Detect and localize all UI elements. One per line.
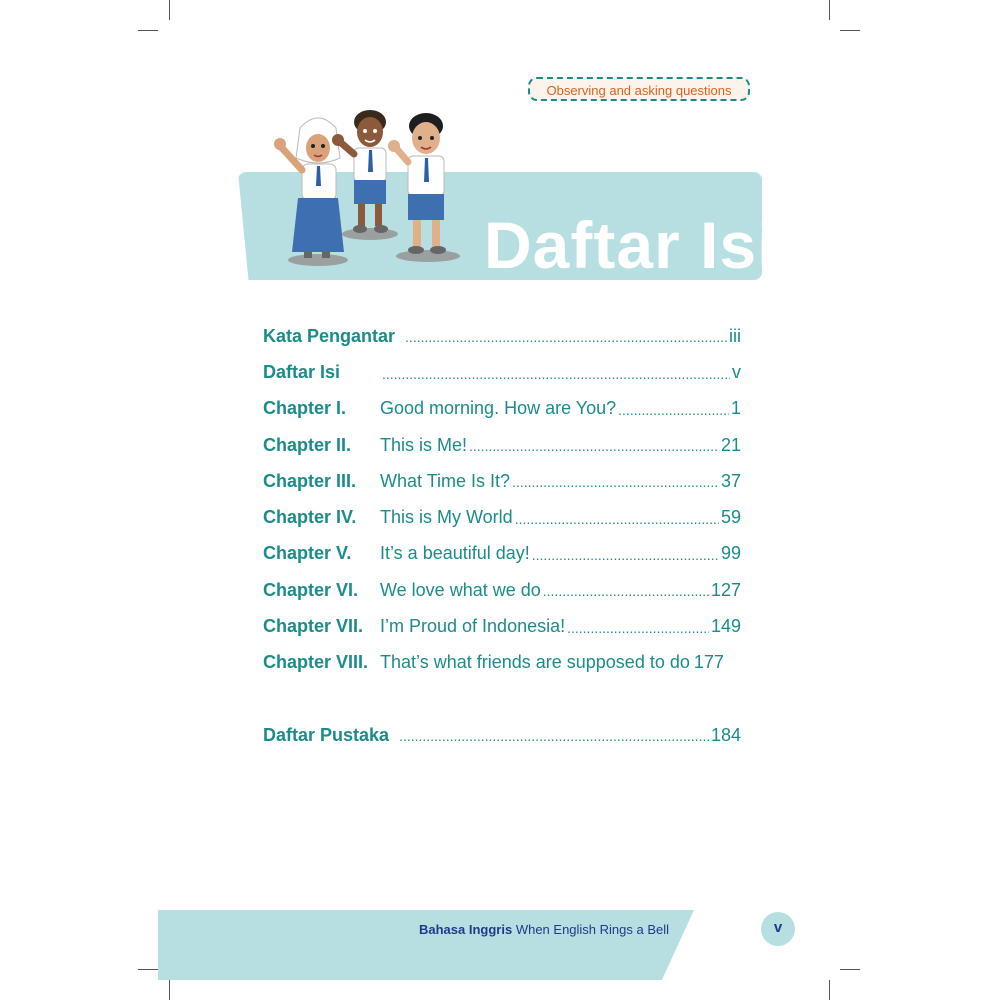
toc-entry[interactable]: [263, 318, 741, 354]
toc-entry[interactable]: [263, 717, 741, 753]
toc-page: v: [732, 361, 741, 382]
toc-page: 177: [693, 652, 724, 673]
toc-leader: [405, 328, 727, 354]
footer-book-title: [419, 922, 669, 937]
toc-page: 21: [720, 434, 741, 455]
toc-label: Chapter I.: [263, 398, 347, 419]
toc-page: 37: [720, 470, 741, 491]
toc-page: 1: [730, 398, 741, 419]
toc-entry[interactable]: [263, 572, 741, 608]
toc-label: Chapter VIII.: [263, 652, 369, 673]
toc-leader: [515, 510, 719, 536]
toc-entry[interactable]: [263, 499, 741, 535]
footer-title: When English Rings a Bell: [515, 922, 670, 937]
toc-entry[interactable]: [263, 391, 741, 427]
toc-label: Chapter VII.: [263, 616, 364, 637]
crop-mark: [138, 969, 158, 970]
crop-mark: [829, 0, 830, 20]
crop-mark: [169, 980, 170, 1000]
toc-leader: [567, 619, 709, 645]
toc-title: This is Me!: [380, 434, 468, 455]
toc-title: It’s a beautiful day!: [380, 543, 530, 564]
students-illustration: [260, 98, 480, 274]
toc-leader: [512, 473, 719, 499]
toc-page: iii: [729, 325, 741, 346]
toc-title: Good morning. How are You?: [380, 398, 617, 419]
crop-mark: [829, 980, 830, 1000]
toc-leader: [469, 437, 719, 463]
toc-page: 99: [720, 543, 741, 564]
toc-label: Chapter VI.: [263, 579, 359, 600]
toc-label: Chapter V.: [263, 543, 352, 564]
crop-mark: [840, 30, 860, 31]
toc-entry[interactable]: [263, 536, 741, 572]
toc-entry[interactable]: [263, 645, 741, 681]
toc-page: 149: [710, 616, 741, 637]
toc-label: Daftar Isi: [263, 361, 341, 382]
toc-leader: [532, 546, 719, 572]
toc-title: That’s what friends are supposed to do: [380, 652, 690, 673]
toc-label: Kata Pengantar: [263, 325, 396, 346]
toc-page: 184: [710, 724, 741, 745]
toc-title: We love what we do: [380, 579, 541, 600]
toc-leader: [399, 727, 709, 753]
footer-subject: Bahasa Inggris: [419, 922, 513, 937]
page-title: Daftar Isi: [484, 208, 777, 282]
toc-label: Chapter II.: [263, 434, 352, 455]
toc-entry[interactable]: [263, 463, 741, 499]
crop-mark: [169, 0, 170, 20]
toc-page: 59: [720, 507, 741, 528]
toc-entry[interactable]: [263, 608, 741, 644]
toc-leader: [543, 582, 709, 608]
toc-entry[interactable]: [263, 427, 741, 463]
table-of-contents: [263, 318, 741, 753]
footer-bar: [158, 910, 694, 980]
toc-label: Chapter III.: [263, 470, 357, 491]
toc-label: Daftar Pustaka: [263, 724, 390, 745]
toc-entry[interactable]: [263, 354, 741, 390]
toc-title: What Time Is It?: [380, 470, 511, 491]
page-number: v: [761, 912, 795, 946]
toc-label: Chapter IV.: [263, 507, 357, 528]
toc-leader: [382, 365, 730, 391]
crop-mark: [840, 969, 860, 970]
toc-title: This is My World: [380, 507, 513, 528]
toc-leader: [618, 401, 729, 427]
section-badge: Observing and asking questions: [528, 77, 750, 101]
crop-mark: [138, 30, 158, 31]
toc-page: 127: [710, 579, 741, 600]
toc-title: I’m Proud of Indonesia!: [380, 616, 566, 637]
